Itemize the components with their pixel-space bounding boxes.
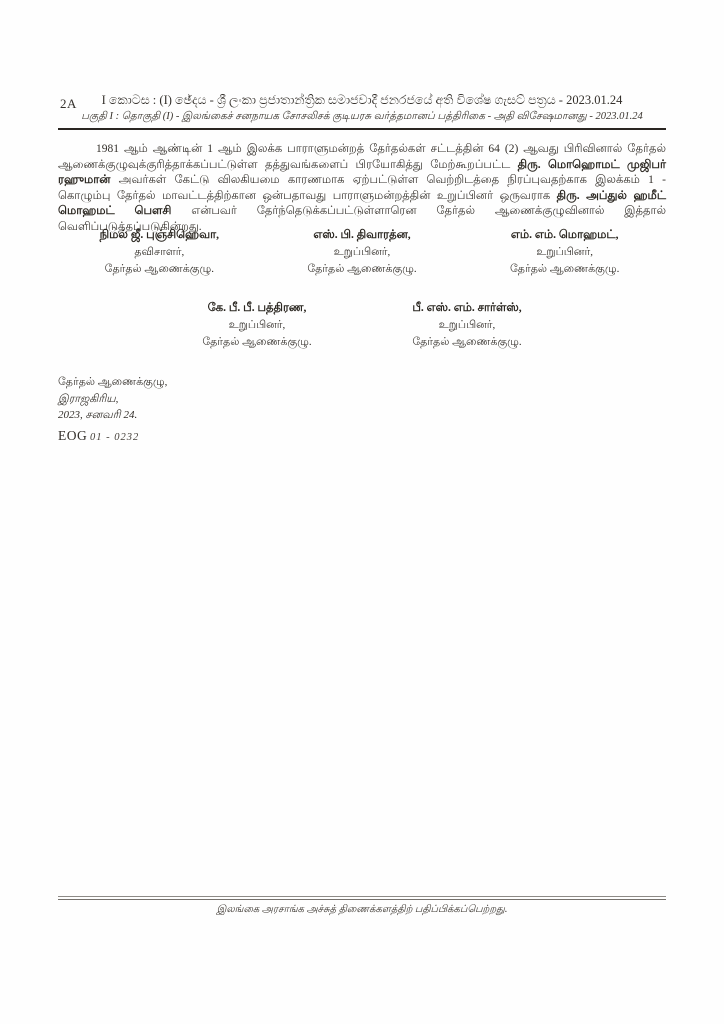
signatory-name: கே. பீ. பீ. பத்திரண, [207,302,307,314]
signatory-title: உறுப்பினர், [333,246,391,258]
signatory-member-3 [152,300,362,351]
signatory-name: நிமல் ஜீ. புஞ்சிஹெவா, [99,229,220,241]
page-number: 2A [60,96,77,111]
signature-row-1 [58,227,666,278]
issuing-date: 2023, சனவரி 24. [58,409,138,421]
signatory-organization: தேர்தல் ஆணைக்குழு. [307,263,417,275]
issuing-body: தேர்தல் ஆணைக்குழு, [58,376,168,388]
resigned-member-name: திரு. மொஹொமட் முஜிபர் ரஹுமான் [58,158,667,186]
signatory-member-1 [261,227,464,278]
signatory-chairman [58,227,261,278]
signatory-name: பீ. எஸ். எம். சார்ள்ஸ், [412,302,522,314]
gazette-header [58,92,666,130]
footer-rule [58,896,666,900]
gazette-footer [58,896,666,916]
signatory-member-2 [463,227,666,278]
signatory-title: தவிசாளர், [134,246,185,258]
issuance-block [58,374,666,424]
signatory-organization: தேர்தல் ஆணைக்குழு. [104,263,214,275]
signatory-member-4 [362,300,572,351]
gazette-title-tamil: பகுதி I : தொகுதி (I) - இலங்கைச் சனநாயக சோசலிசக் குடியரசு வர்த்தமானப் பத்திரிகை - அதி விசேஷமானது - 2023.01.24 [81,111,643,122]
signatory-name: எஸ். பி. திவாரத்ன, [313,229,411,241]
signatory-title: உறுப்பினர், [438,319,496,331]
gazette-reference [58,428,666,444]
header-rule [58,128,666,130]
proclamation-paragraph [58,142,666,235]
signatory-organization: தேர்தல் ஆணைக்குழு. [510,263,620,275]
printer-imprint: இலங்கை அரசாங்க அச்சுத் திணைக்களத்திற் பதிப்பிக்கப்பெற்றது. [216,904,508,915]
signatory-name: எம். எம். மொஹமட், [510,229,619,241]
issuing-place: இராஜகிரிய, [58,392,119,405]
signatory-organization: தேர்தல் ஆணைக்குழு. [412,336,522,348]
paragraph-part3: என்பவர் தேர்ந்தெடுக்கப்பட்டுள்ளாரென தேர்தல் ஆணைக்குழுவினால் இத்தால் வெளிப்படுத்தப்படுகின்றது. [58,205,667,233]
reference-number: 01 - 0232 [90,432,140,443]
gazette-title-sinhala: I කොටස : (I) ඡේදය - ශ්‍රී ලංකා ප්‍රජාතාන්ත්‍රික සමාජවාදී ජනරජයේ අති විශේෂ ගැසට් පත්‍රය - 2023.01.24 [101,93,623,107]
signatory-title: உறுப்பினர், [228,319,286,331]
signatory-organization: தேர்தல் ஆணைக்குழு. [202,336,312,348]
paragraph-part2: அவர்கள் கேட்டு விலகியமை காரணமாக ஏற்பட்டுள்ள வெற்றிடத்தை நிரப்புவதற்காக இலக்கம் 1 - கொழும்பு தேர்தல் மாவட்டத்திற்கான ஒன்பதாவது பாராளுமன்றத்தின் உறுப்பினர் ஒருவராக [58,174,666,202]
proclamation-section [58,142,666,235]
elected-member-name: திரு. அப்துல் ஹமீட் மொஹமட் பௌசி [58,189,666,217]
signatory-title: உறுப்பினர், [536,246,593,258]
signature-row-2 [58,300,666,351]
reference-prefix: EOG [58,428,88,443]
paragraph-part1: 1981 ஆம் ஆண்டின் 1 ஆம் இலக்க பாராளுமன்றத் தேர்தல்கள் சட்டத்தின் 64 (2) ஆவது பிரிவினால் தேர்தல் ஆணைக்குழுவுக்குரித்தாக்கப்பட்டுள்ள தத்துவங்களைப் பிரயோகித்து மேற்கூறப்பட்ட [58,143,666,171]
